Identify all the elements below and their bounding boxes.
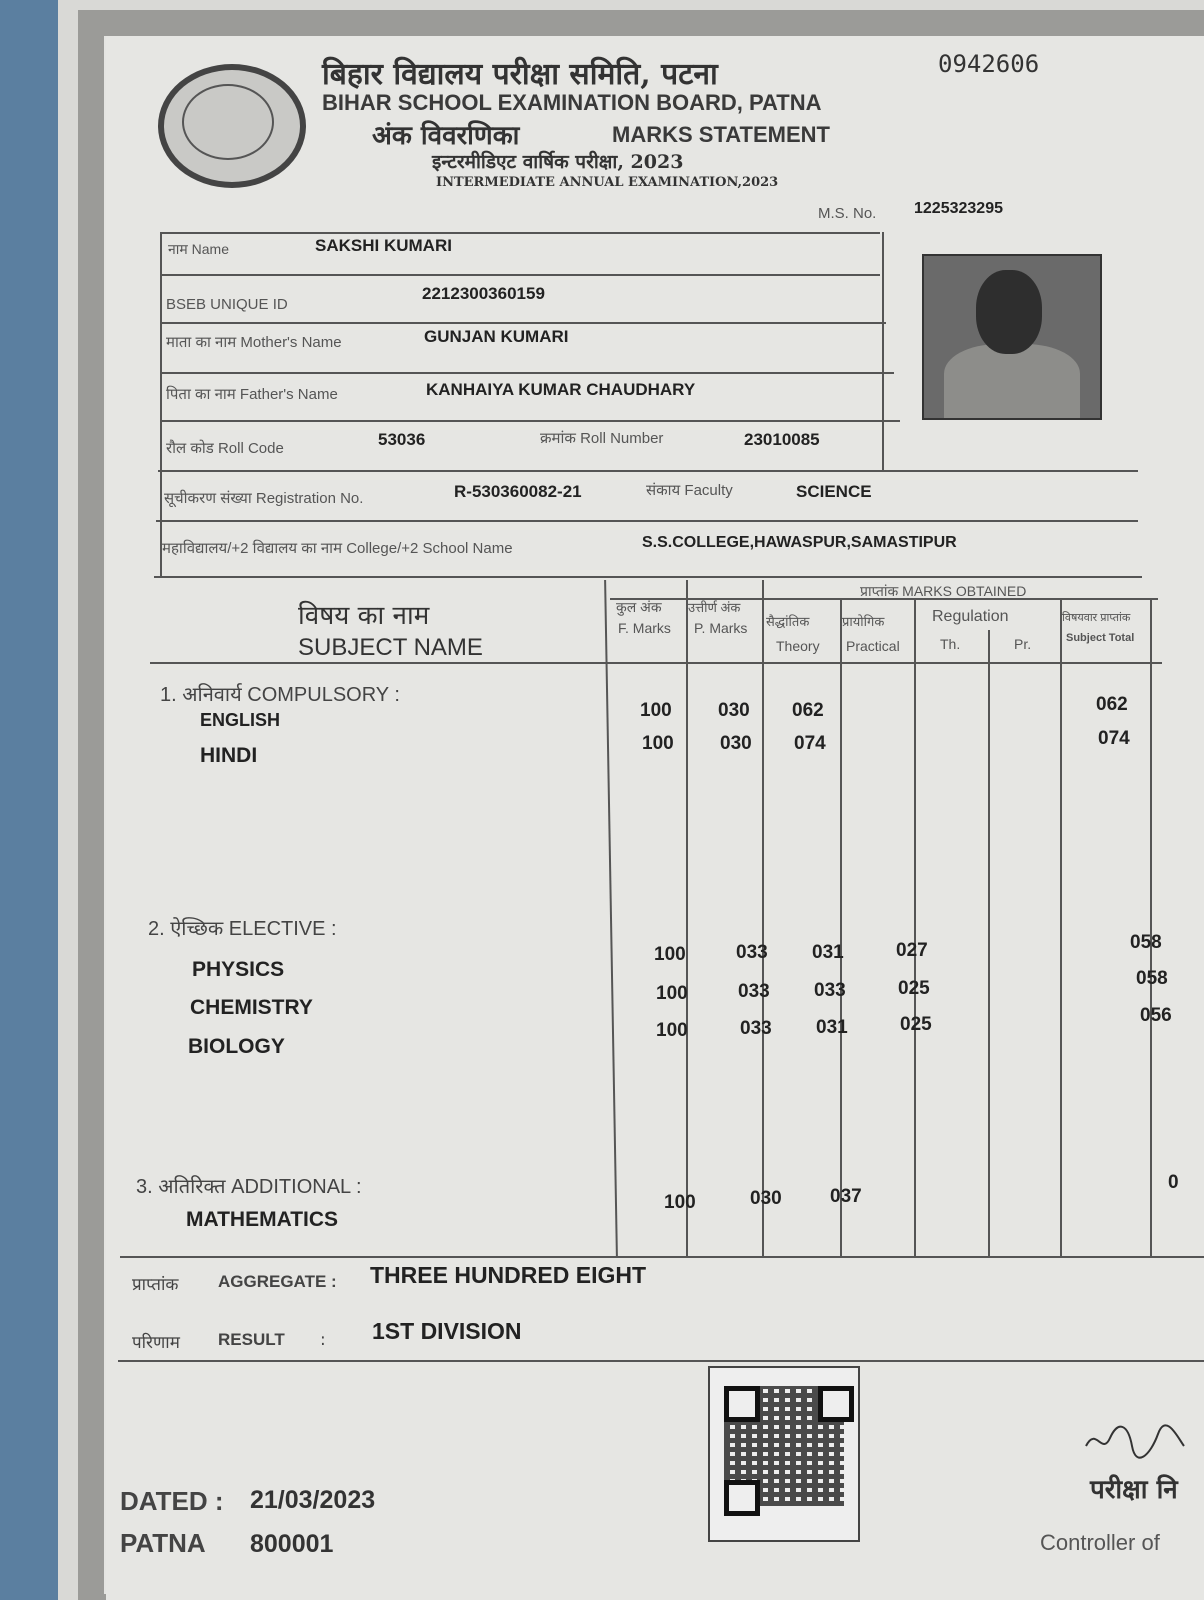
full-marks-cell: 100 — [654, 944, 686, 965]
divider — [118, 1360, 1204, 1362]
practical-cell: 025 — [898, 978, 930, 999]
subject-total-cell: 058 — [1130, 932, 1162, 953]
dated-label: DATED : — [120, 1486, 224, 1516]
registration-value: R-530360082-21 — [454, 482, 582, 501]
uid-value: 2212300360159 — [422, 284, 545, 303]
ms-no-value: 1225323295 — [914, 200, 1003, 217]
practical-cell: 027 — [896, 940, 928, 961]
divider — [840, 600, 842, 1256]
roll-number-label: क्रमांक Roll Number — [540, 430, 664, 447]
student-photo — [922, 254, 1102, 420]
faculty-label: संकाय Faculty — [646, 482, 733, 499]
f-marks-header-hindi: कुल अंक — [616, 599, 662, 615]
divider — [882, 232, 884, 470]
place-label: PATNA — [120, 1528, 206, 1558]
exam-title-english: INTERMEDIATE ANNUAL EXAMINATION,2023 — [436, 175, 779, 190]
subject-header-english: SUBJECT NAME — [298, 634, 483, 661]
board-name-hindi: बिहार विद्यालय परीक्षा समिति, पटना — [322, 57, 718, 92]
divider — [156, 520, 1138, 522]
divider — [160, 420, 900, 422]
result-label-hindi: परिणाम — [132, 1333, 180, 1353]
subject-name: PHYSICS — [192, 958, 285, 981]
practical-header-hindi: प्रायोगिक — [842, 614, 885, 629]
p-marks-header: P. Marks — [694, 620, 748, 636]
theory-cell: 037 — [830, 1186, 862, 1207]
divider — [160, 322, 886, 324]
serial-number: 0942606 — [938, 50, 1040, 78]
statement-title-english: MARKS STATEMENT — [612, 122, 830, 147]
result-separator: : — [320, 1330, 326, 1350]
mother-label: माता का नाम Mother's Name — [166, 334, 342, 351]
college-value: S.S.COLLEGE,HAWASPUR,SAMASTIPUR — [642, 534, 957, 551]
aggregate-label: AGGREGATE : — [218, 1272, 337, 1291]
board-seal-logo — [158, 64, 306, 188]
subject-name: ENGLISH — [200, 710, 281, 730]
subject-total-cell: 062 — [1096, 694, 1128, 715]
result-label: RESULT — [218, 1330, 285, 1349]
divider — [988, 630, 990, 1256]
registration-label: सूचीकरण संख्या Registration No. — [164, 490, 364, 507]
roll-code-value: 53036 — [378, 430, 426, 449]
pass-marks-cell: 033 — [738, 981, 770, 1002]
theory-cell: 031 — [812, 942, 844, 963]
qr-code — [708, 1366, 860, 1542]
regulation-header: Regulation — [932, 608, 1009, 625]
practical-cell: 025 — [900, 1014, 932, 1035]
pin-code: 800001 — [250, 1530, 334, 1558]
faculty-value: SCIENCE — [796, 482, 872, 501]
pass-marks-cell: 030 — [718, 700, 750, 721]
subject-total-cell: 056 — [1140, 1005, 1172, 1026]
theory-cell: 062 — [792, 700, 824, 721]
section-compulsory: 1. अनिवार्य COMPULSORY : — [160, 684, 400, 706]
section-elective: 2. ऐच्छिक ELECTIVE : — [148, 918, 337, 940]
full-marks-cell: 100 — [642, 733, 674, 754]
father-label: पिता का नाम Father's Name — [166, 386, 338, 403]
roll-code-label: रौल कोड Roll Code — [166, 440, 284, 457]
divider — [160, 274, 880, 276]
full-marks-cell: 100 — [656, 983, 688, 1004]
divider — [1060, 600, 1062, 1256]
marks-obtained-header: प्राप्तांक MARKS OBTAINED — [860, 583, 1027, 599]
theory-header: Theory — [776, 638, 820, 654]
subject-total-header: Subject Total — [1066, 632, 1135, 644]
college-label: महाविद्यालय/+2 विद्यालय का नाम College/+2 School Name — [162, 540, 513, 557]
divider — [158, 470, 1138, 472]
theory-cell: 074 — [794, 733, 826, 754]
divider — [150, 662, 1162, 664]
pass-marks-cell: 033 — [736, 942, 768, 963]
controller-title: Controller of — [1040, 1530, 1160, 1555]
controller-signature — [1080, 1416, 1190, 1468]
divider — [762, 580, 764, 1256]
practical-header: Practical — [846, 638, 900, 654]
subject-total-cell: 058 — [1136, 968, 1168, 989]
divider — [160, 232, 880, 234]
aggregate-value: THREE HUNDRED EIGHT — [370, 1262, 647, 1288]
regulation-pr-header: Pr. — [1014, 636, 1032, 652]
statement-title-hindi: अंक विवरणिका — [372, 121, 520, 151]
full-marks-cell: 100 — [664, 1192, 696, 1213]
divider — [160, 232, 162, 576]
divider — [1150, 600, 1152, 1256]
p-marks-header-hindi: उत्तीर्ण अंक — [688, 600, 741, 615]
subject-name: BIOLOGY — [188, 1035, 285, 1058]
subject-name: MATHEMATICS — [186, 1208, 339, 1231]
divider — [686, 580, 688, 1256]
exam-title-hindi: इन्टरमीडिएट वार्षिक परीक्षा, 2023 — [432, 151, 684, 173]
dated-value: 21/03/2023 — [250, 1486, 376, 1514]
aggregate-label-hindi: प्राप्तांक — [132, 1275, 179, 1295]
subject-total-cell: 074 — [1098, 728, 1130, 749]
full-marks-cell: 100 — [656, 1020, 688, 1041]
name-label: नाम Name — [168, 241, 230, 257]
divider — [160, 372, 894, 374]
pass-marks-cell: 030 — [750, 1188, 782, 1209]
ms-no-label: M.S. No. — [818, 205, 877, 222]
theory-header-hindi: सैद्धांतिक — [766, 614, 810, 629]
divider — [154, 576, 1142, 578]
divider — [914, 600, 916, 1256]
subject-total-cell: 0 — [1168, 1172, 1179, 1193]
father-name: KANHAIYA KUMAR CHAUDHARY — [426, 380, 696, 399]
section-additional: 3. अतिरिक्त ADDITIONAL : — [136, 1176, 362, 1198]
divider — [120, 1256, 1204, 1258]
board-name-english: BIHAR SCHOOL EXAMINATION BOARD, PATNA — [322, 90, 822, 115]
student-name: SAKSHI KUMARI — [315, 236, 452, 255]
theory-cell: 031 — [816, 1017, 848, 1038]
subject-name: HINDI — [200, 744, 258, 767]
subject-header-hindi: विषय का नाम — [298, 601, 430, 631]
pass-marks-cell: 033 — [740, 1018, 772, 1039]
roll-number-value: 23010085 — [744, 430, 820, 449]
mother-name: GUNJAN KUMARI — [424, 327, 569, 346]
f-marks-header: F. Marks — [618, 620, 671, 636]
regulation-th-header: Th. — [940, 636, 961, 652]
subject-name: CHEMISTRY — [190, 996, 313, 1019]
full-marks-cell: 100 — [640, 700, 672, 721]
pass-marks-cell: 030 — [720, 733, 752, 754]
result-value: 1ST DIVISION — [372, 1318, 522, 1344]
theory-cell: 033 — [814, 980, 846, 1001]
uid-label: BSEB UNIQUE ID — [166, 296, 288, 313]
subject-total-header-hindi: विषयवार प्राप्तांक — [1062, 612, 1131, 624]
controller-title-hindi: परीक्षा नि — [1090, 1475, 1178, 1505]
